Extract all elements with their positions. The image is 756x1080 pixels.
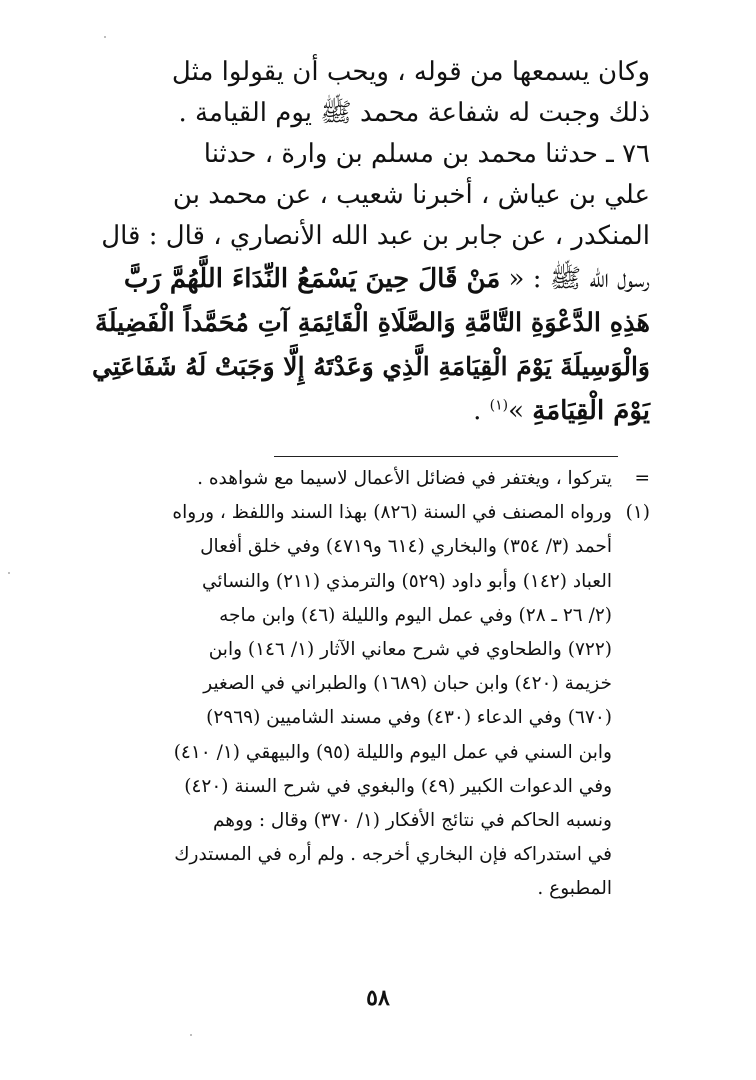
footnote-line: (٧٢٢) والطحاوي في شرح معاني الآثار (١/ ١٤٦) وابن: [208, 639, 612, 661]
hadith-quote: مَنْ قَالَ حِينَ يَسْمَعُ النِّدَاءَ اللَّهُمَّ رَبَّ: [123, 264, 501, 294]
page-number: ٥٨: [366, 985, 390, 1011]
continuation-marker: =: [634, 468, 650, 489]
scan-speck: [8, 572, 10, 574]
intro-paragraph: [86, 52, 650, 134]
main-text: [86, 52, 650, 433]
hadith-quote: هَذِهِ الدَّعْوَةِ التَّامَّةِ وَالصَّلَاةِ الْقَائِمَةِ آتِ مُحَمَّداً الْفَضِيلَةَ: [95, 308, 650, 338]
footnote-line: وابن السني في عمل اليوم والليلة (٩٥) والبيهقي (١/ ٤١٠): [173, 741, 612, 763]
text-line: [86, 257, 650, 301]
hadith-quote: وَالْوَسِيلَةَ يَوْمَ الْقِيَامَةِ الَّذِي وَعَدْتَهُ إِلَّا وَجَبَتْ لَهُ شَفَاعَتِي: [92, 352, 650, 381]
scan-speck: [104, 36, 106, 38]
text-line: ٧٦ ـ حدثنا محمد بن مسلم بن وارة ، حدثنا: [203, 139, 650, 169]
final-period: .: [473, 396, 490, 426]
footnote-1: [86, 496, 650, 906]
hadith-paragraph: [86, 134, 650, 433]
text-line: ذلك وجبت له شفاعة محمد ﷺ يوم القيامة .: [178, 98, 650, 128]
text-line: علي بن عياش ، أخبرنا شعيب ، عن محمد بن: [172, 180, 650, 210]
hadith-quote: يَوْمَ الْقِيَامَةِ: [532, 396, 650, 426]
text-line: المنكدر ، عن جابر بن عبد الله الأنصاري ، قال : قال: [101, 221, 650, 251]
footnote-line: (٦٧٠) وفي الدعاء (٤٣٠) وفي مسند الشاميين (٢٩٦٩): [206, 707, 612, 729]
footnote-line: أحمد (٣/ ٣٥٤) والبخاري (٦١٤ و٤٧١٩) وفي خلق أفعال: [200, 536, 612, 558]
footnote-line: وفي الدعوات الكبير (٤٩) والبغوي في شرح السنة (٤٢٠): [184, 775, 612, 797]
footnote-separator: [274, 456, 618, 457]
footnote-line: المطبوع .: [537, 878, 612, 900]
footnote-continuation: [86, 462, 650, 496]
footnote-line: ونسبه الحاكم في نتائج الأفكار (١/ ٣٧٠) وقال : ووهم: [213, 810, 612, 832]
footnote-marker: (١): [625, 502, 650, 524]
scan-speck: [190, 1034, 192, 1036]
text-line: وكان يسمعها من قوله ، ويحب أن يقولوا مثل: [171, 57, 650, 87]
footnote-line: يتركوا ، ويغتفر في فضائل الأعمال لاسيما مع شواهده .: [197, 468, 612, 489]
footnotes: [86, 462, 650, 907]
footnote-line: العباد (١٤٢) وأبو داود (٥٢٩) والترمذي (٢١١) والنسائي: [201, 570, 612, 592]
footnote-line: ورواه المصنف في السنة (٨٢٦) بهذا السند واللفظ ، ورواه: [172, 502, 612, 524]
footnote-line: خزيمة (٤٢٠) وابن حبان (١٦٨٩) والطبراني في الصغير: [203, 673, 612, 695]
footnote-reference: (١): [489, 397, 509, 414]
footnote-line: في استدراكه فإن البخاري أخرجه . ولم أره في المستدرك: [174, 844, 612, 866]
footnote-line: (٢/ ٢٦ ـ ٢٨) وفي عمل اليوم والليلة (٤٦) وابن ماجه: [219, 604, 612, 626]
text-line: [86, 389, 650, 433]
quote-close: »: [508, 396, 533, 426]
quote-lead: رسول الله ﷺ : «: [500, 264, 650, 294]
